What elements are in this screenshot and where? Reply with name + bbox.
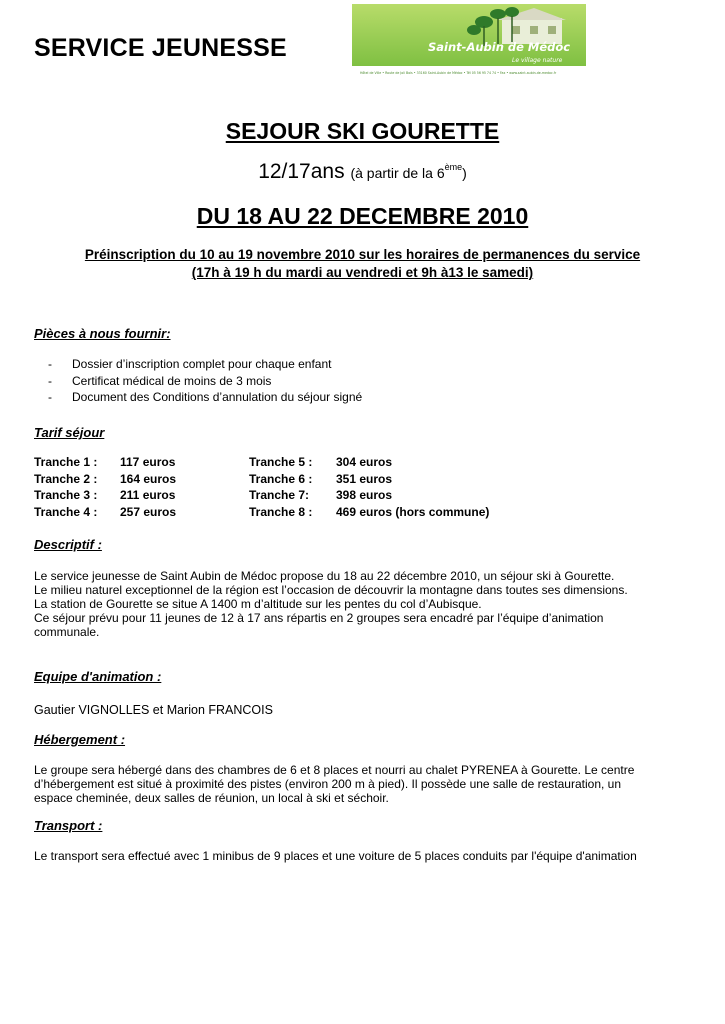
age-main: 12/17ans — [258, 160, 345, 183]
table-row: Tranche 4 : 257 euros Tranche 8 : 469 euros (hors commune) — [34, 504, 490, 519]
pieces-heading: Pièces à nous fournir: — [34, 326, 171, 341]
logo-name: Saint-Aubin de Médoc — [428, 40, 571, 54]
list-item: - Document des Conditions d’annulation du séjour signé — [48, 390, 363, 404]
municipal-logo — [352, 4, 586, 76]
equipe-text: Gautier VIGNOLLES et Marion FRANCOIS — [34, 703, 273, 717]
table-row: Tranche 1 : 117 euros Tranche 5 : 304 euros — [34, 455, 393, 469]
table-row: Tranche 3 : 211 euros Tranche 7: 398 euros — [34, 488, 393, 502]
preinscription: Préinscription du 10 au 19 novembre 2010 sur les horaires de permanences du service (17h à 19 h du mardi au vendredi et 9h à13 le samedi) — [84, 247, 641, 280]
logo-contact: Hôtel de Ville • Route de Joli Bois • 33160 Saint-Aubin de Médoc • Tél 05 56 95 74 74 • Fax • www.saint-aubin-de-medoc.fr — [360, 71, 557, 75]
list-item: - Certificat médical de moins de 3 mois — [48, 373, 272, 388]
pieces-list — [34, 356, 362, 406]
tarif-table — [34, 454, 534, 520]
transport-heading: Transport : — [34, 818, 103, 833]
list-item: - Dossier d’inscription complet pour chaque enfant — [48, 357, 332, 371]
hebergement-text: Le groupe sera hébergé dans des chambres de 6 et 8 places et nourri au chalet PYRENEA à Gourette. Le centre d’hébergement est situé à proximité des pistes (environ 200 m à pied). Il possède une salle de restauration, un espace cheminée, deux salles de réunion, un local à ski et séchoir. — [34, 763, 635, 805]
page-title: SERVICE JEUNESSE — [34, 34, 287, 62]
age-range — [0, 160, 725, 184]
table-row: Tranche 2 : 164 euros Tranche 6 : 351 euros — [34, 471, 393, 486]
descriptif-heading: Descriptif : — [34, 537, 102, 552]
logo-tagline: Le village nature — [512, 57, 563, 64]
trip-title: SEJOUR SKI GOURETTE — [225, 118, 500, 144]
trip-dates: DU 18 AU 22 DECEMBRE 2010 — [196, 203, 529, 229]
hebergement-heading: Hébergement : — [34, 732, 126, 747]
descriptif-text: Le service jeunesse de Saint Aubin de Médoc propose du 18 au 22 décembre 2010, un séjour ski à Gourette. Le milieu naturel exceptionnel de la région est l’occasion de découvrir la montagne dans toutes ses dimensions. La station de Gourette se situe A 1400 m d’altitude sur les pentes du col d’Aubisque. Ce séjour prévu pour 11 jeunes de 12 à 17 ans répartis en 2 groupes sera encadré par l’équipe d’animation communale. — [34, 569, 628, 639]
age-note: (à partir de la 6ème) — [350, 162, 467, 181]
equipe-heading: Equipe d'animation : — [34, 669, 162, 684]
transport-text: Le transport sera effectué avec 1 minibus de 9 places et une voiture de 5 places conduits par l'équipe d'animation — [34, 849, 637, 863]
tarif-heading: Tarif séjour — [34, 425, 105, 440]
